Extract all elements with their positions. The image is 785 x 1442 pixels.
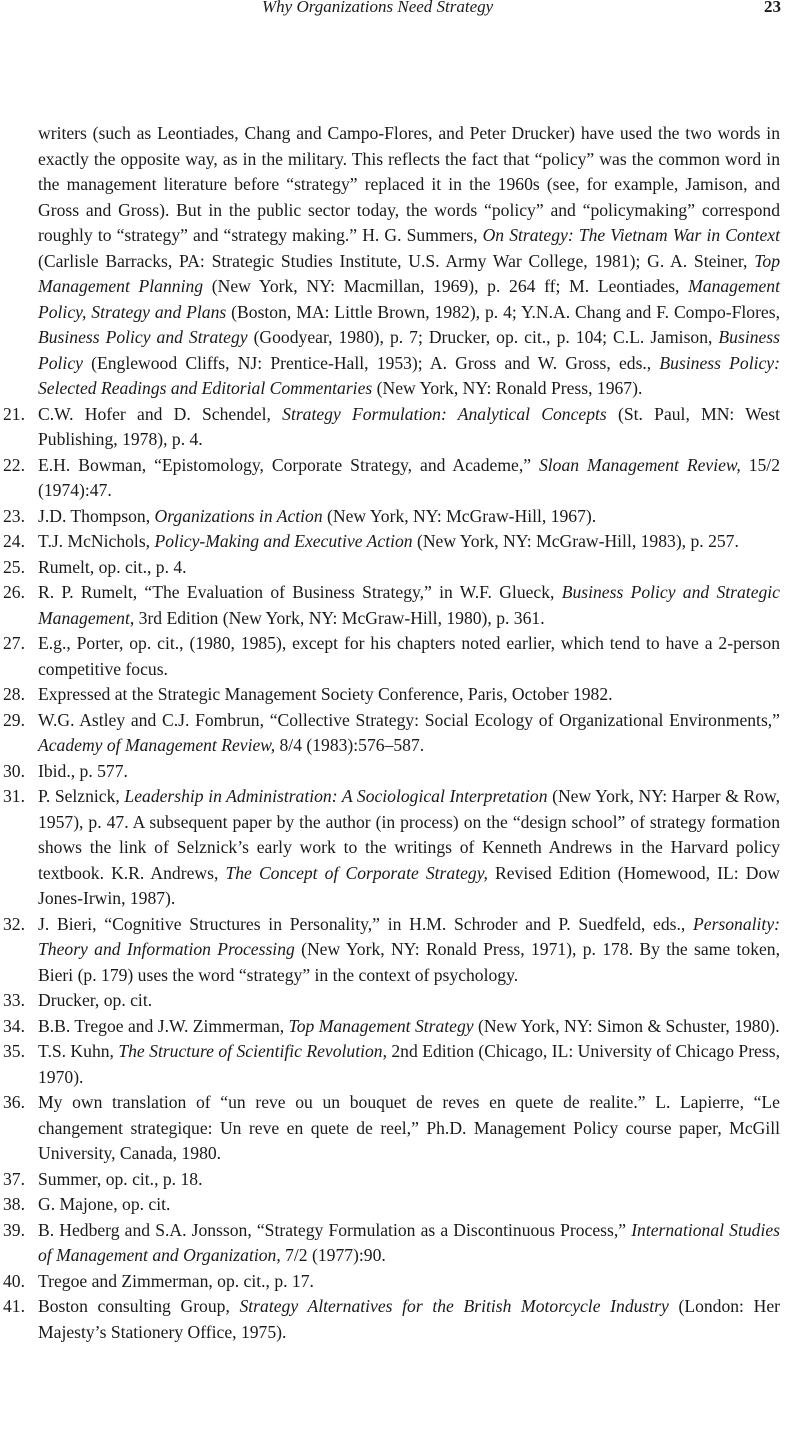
endnote xyxy=(0,1192,780,1218)
note-text: E.g., Porter, op. cit., (1980, 1985), except for his chapters noted earlier, which tend to have a 2-person competitive focus. xyxy=(38,633,780,679)
note-text: (New York, NY: Ronald Press, 1971), p. 178. By the same token, Bieri (p. 179) uses the word “strategy” in the context of psychology. xyxy=(38,939,780,985)
note-text: W.G. Astley and C.J. Fombrun, “Collective Strategy: Social Ecology of Organizational Environments,” xyxy=(38,709,780,730)
note-text: , 7/2 (1977):90. xyxy=(276,1245,386,1265)
endnotes xyxy=(0,121,785,1345)
note-text: C.W. Hofer and D. Schendel, xyxy=(38,403,283,424)
endnote-number: 30. xyxy=(3,760,25,781)
note-text: P. Selznick, xyxy=(38,786,125,806)
endnote xyxy=(0,1039,780,1090)
note-text: J. Bieri, “Cognitive Structures in Personality,” in H.M. Schroder and P. Suedfeld, eds., xyxy=(38,913,694,934)
cited-title: Sloan Management Review, xyxy=(539,454,741,475)
note-text: J.D. Thompson, xyxy=(38,505,155,526)
endnote-number: 36. xyxy=(3,1092,25,1112)
note-text: (St. Paul, MN: West Publishing, 1978), p. 4. xyxy=(38,403,780,449)
note-text: (Boston, MA: Little Brown, 1982), p. 4; Y.N.A. Chang and F. Compo-Flores, xyxy=(226,301,780,322)
endnote xyxy=(0,1218,780,1269)
cited-title: Academy of Management Review, xyxy=(38,735,276,755)
endnote xyxy=(0,529,780,555)
note-text: Tregoe and Zimmerman, op. cit., p. 17. xyxy=(38,1270,314,1291)
endnote-number: 37. xyxy=(3,1168,25,1189)
note-text: Expressed at the Strategic Management Society Conference, Paris, October 1982. xyxy=(38,684,613,704)
note-text: (New York, NY: Macmillan, 1969), p. 264 ff; M. Leontiades, xyxy=(203,276,689,296)
cited-title: Strategy Alternatives for the British Motorcycle Industry xyxy=(239,1296,669,1316)
note-text: T.J. McNichols, xyxy=(38,531,155,551)
endnote-number: 25. xyxy=(3,556,25,577)
note-text: (Goodyear, 1980), p. 7; Drucker, op. cit., p. 104; C.L. Jamison, xyxy=(247,327,719,347)
cited-title: Top Management Planning xyxy=(38,250,780,296)
endnote-number: 21. xyxy=(3,403,25,424)
cited-title: Strategy Formulation: Analytical Concepts xyxy=(282,403,607,424)
endnote-number: 22. xyxy=(3,454,25,475)
endnote xyxy=(0,988,780,1014)
running-header xyxy=(0,0,785,18)
note-text: R. P. Rumelt, “The Evaluation of Business Strategy,” in W.F. Glueck, xyxy=(38,582,562,602)
cited-title: Top Management Strategy xyxy=(288,1015,474,1036)
note-text: (Carlisle Barracks, PA: Strategic Studies Institute, U.S. Army War College, 1981); G. A. Steiner, xyxy=(38,250,755,271)
endnote-number: 27. xyxy=(3,633,25,653)
note-text: (New York, NY: Ronald Press, 1967). xyxy=(372,378,643,398)
endnote xyxy=(0,1294,780,1345)
note-text: Drucker, op. cit. xyxy=(38,990,153,1010)
note-text: Boston consulting Group, xyxy=(38,1296,240,1316)
note-text: (New York, NY: McGraw-Hill, 1967). xyxy=(322,505,597,526)
cited-title: Personality: Theory and Information Processing xyxy=(38,913,780,959)
endnote-number: 23. xyxy=(3,505,25,526)
cited-title: Organizations in Action xyxy=(154,505,323,526)
note-text: (New York, NY: Simon & Schuster, 1980). xyxy=(473,1015,780,1036)
note-text: (London: Her Majesty’s Stationery Office, 1975). xyxy=(38,1296,780,1342)
endnote-number: 35. xyxy=(3,1041,25,1061)
note-20-continuation xyxy=(38,121,780,402)
endnote-number: 38. xyxy=(3,1194,25,1214)
note-text: B.B. Tregoe and J.W. Zimmerman, xyxy=(38,1015,289,1036)
endnote-number: 31. xyxy=(3,786,25,806)
cited-title: Management Policy, Strategy and Plans xyxy=(38,276,780,322)
endnote xyxy=(0,555,780,581)
note-text: 15/2 (1974):47. xyxy=(38,454,780,500)
note-text: Rumelt, op. cit., p. 4. xyxy=(38,556,187,577)
cited-title: Leadership in Administration: A Sociological Interpretation xyxy=(124,786,548,806)
cited-title: The Concept of Corporate Strategy, xyxy=(225,862,488,883)
cited-title: Business Policy and Strategy xyxy=(38,327,248,347)
endnote xyxy=(0,682,780,708)
endnote xyxy=(0,1167,780,1193)
endnote xyxy=(0,580,780,631)
cited-title: Business Policy and Strategic Management xyxy=(38,582,780,628)
endnote-number: 26. xyxy=(3,582,25,602)
endnote xyxy=(0,453,780,504)
endnote-number: 41. xyxy=(3,1296,25,1316)
endnote xyxy=(0,504,780,530)
cited-title: On Strategy: The Vietnam War in Context xyxy=(482,225,780,245)
cited-title: The Structure of Scientific Revolution xyxy=(118,1041,383,1061)
endnote xyxy=(0,631,780,682)
note-text: , 2nd Edition (Chicago, IL: University of Chicago Press, 1970). xyxy=(38,1041,780,1087)
cited-title: International Studies of Management and Organization xyxy=(38,1219,780,1265)
endnote xyxy=(0,1014,780,1040)
note-text: (New York, NY: Harper & Row, 1957), p. 47. A subsequent paper by the author (in process) on the “design school” of strategy formation shows the link of Selznick’s early work to the writings of Kenneth Andrews in the Harvard policy textbook. K.R. Andrews, xyxy=(38,786,781,883)
note-text: , 3rd Edition (New York, NY: McGraw-Hill, 1980), p. 361. xyxy=(129,607,545,628)
endnote-number: 24. xyxy=(3,531,25,551)
note-text: My own translation of “un reve ou un bouquet de reves en quete de realite.” L. Lapierre, “Le changement strategique: Un reve en quete de reel,” Ph.D. Management Policy course paper, McGill University, Canada, 1980. xyxy=(38,1092,780,1163)
endnote-number: 33. xyxy=(3,990,25,1010)
endnote-number: 40. xyxy=(3,1270,25,1291)
note-text: (New York, NY: McGraw-Hill, 1983), p. 257. xyxy=(412,531,739,551)
endnote xyxy=(0,1090,780,1167)
note-text: Ibid., p. 577. xyxy=(38,760,128,781)
page-number: 23 xyxy=(764,0,781,16)
cited-title: Policy-Making and Executive Action xyxy=(154,531,413,551)
endnote xyxy=(0,759,780,785)
note-text: Summer, op. cit., p. 18. xyxy=(38,1168,203,1189)
endnote-number: 34. xyxy=(3,1015,25,1036)
note-text: G. Majone, op. cit. xyxy=(38,1194,171,1214)
running-title: Why Organizations Need Strategy xyxy=(262,0,494,16)
endnote-number: 29. xyxy=(3,709,25,730)
endnote-number: 28. xyxy=(3,684,25,704)
endnote-number: 32. xyxy=(3,913,25,934)
note-text: (Englewood Cliffs, NJ: Prentice-Hall, 1953); A. Gross and W. Gross, eds., xyxy=(82,352,660,373)
note-text: E.H. Bowman, “Epistomology, Corporate Strategy, and Academe,” xyxy=(38,454,539,475)
note-text: writers (such as Leontiades, Chang and Campo-Flores, and Peter Drucker) have used the two words in exactly the opposite way, as in the military. This reflects the fact that “policy” was the common word in the management literature before “strategy” replaced it in the 1960s (see, for example, Jamison, and Gross and Gross). But in the public sector today, the words “policy” and “policymaking” correspond roughly to “strategy” and “strategy making.” H. G. Summers, xyxy=(38,123,780,245)
note-text: 8/4 (1983):576–587. xyxy=(275,735,425,755)
note-text: Revised Edition (Homewood, IL: Dow Jones-Irwin, 1987). xyxy=(38,862,780,908)
endnote xyxy=(0,1269,780,1295)
endnote xyxy=(0,708,780,759)
endnote xyxy=(0,912,780,989)
endnote xyxy=(0,402,780,453)
note-text: B. Hedberg and S.A. Jonsson, “Strategy Formulation as a Discontinuous Process,” xyxy=(38,1219,632,1240)
note-text: T.S. Kuhn, xyxy=(38,1041,119,1061)
endnote xyxy=(0,784,780,912)
cited-title: Business Policy xyxy=(38,327,780,373)
endnote-number: 39. xyxy=(3,1219,25,1240)
cited-title: Business Policy: Selected Readings and Editorial Commentaries xyxy=(38,352,780,398)
